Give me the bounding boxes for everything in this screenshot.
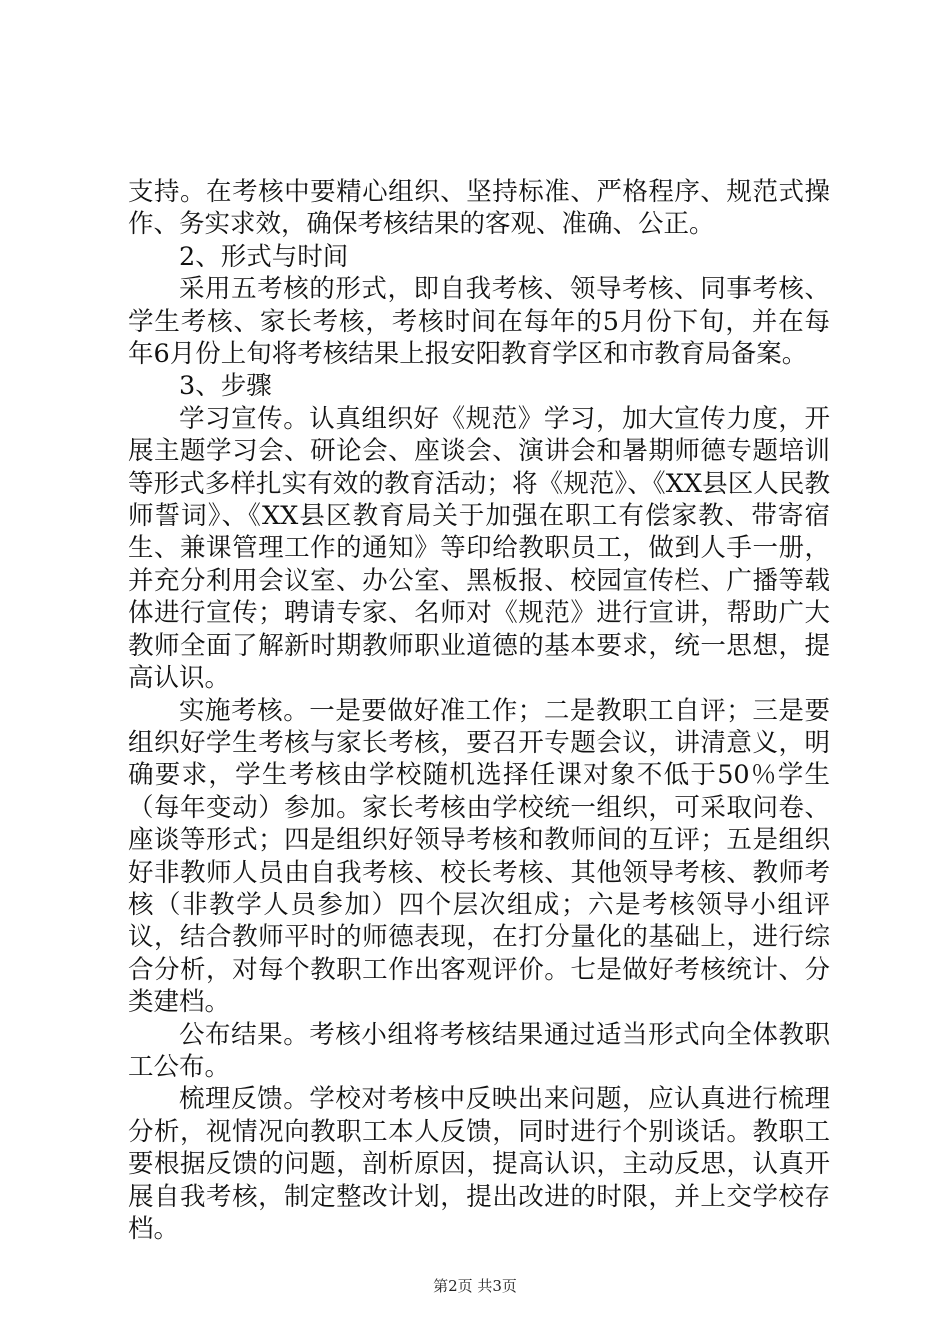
paragraph-feedback: 梳理反馈。学校对考核中反映出来问题，应认真进行梳理分析，视情况向教职工本人反馈，同时进行个别谈话。教职工要根据反馈的问题，剖析原因，提高认识，主动反思，认真开展自我考核，制定整改计划，提出改进的时限，并上交学校存档。 (128, 1084, 830, 1244)
paragraph-continuation: 支持。在考核中要精心组织、坚持标准、严格程序、规范式操作、务实求效，确保考核结果的客观、准确、公正。 (128, 177, 830, 240)
paragraph-study-publicity: 学习宣传。认真组织好《规范》学习，加大宣传力度，开展主题学习会、研论会、座谈会、演讲会和暑期师德专题培训等形式多样扎实有效的教育活动；将《规范》、《XX县区人民教师誓词》、《XX县区教育局关于加强在职工有偿家教、带寄宿生、兼课管理工作的通知》等印给教职员工，做到人手一册，并充分利用会议室、办公室、黑板报、校园宣传栏、广播等载体进行宣传；聘请专家、名师对《规范》进行宣讲，帮助广大教师全面了解新时期教师职业道德的基本要求，统一思想，提高认识。 (128, 403, 830, 694)
section-heading-steps: 3、步骤 (179, 371, 272, 402)
document-body (128, 176, 830, 1245)
paragraph-publish-results: 公布结果。考核小组将考核结果通过适当形式向全体教职工公布。 (128, 1019, 830, 1082)
paragraph-form-and-time: 采用五考核的形式，即自我考核、领导考核、同事考核、学生考核、家长考核，考核时间在每年的5月份下旬，并在每年6月份上旬将考核结果上报安阳教育学区和市教育局备案。 (128, 274, 830, 370)
paragraph-implement-assessment: 实施考核。一是要做好准工作；二是教职工自评；三是要组织好学生考核与家长考核，要召开专题会议，讲清意义，明确要求，学生考核由学校随机选择任课对象不低于50％学生（每年变动）参加。家长考核由学校统一组织，可采取问卷、座谈等形式；四是组织好领导考核和教师间的互评；五是组织好非教师人员由自我考核、校长考核、其他领导考核、教师考核（非教学人员参加）四个层次组成；六是考核领导小组评议，结合教师平时的师德表现，在打分量化的基础上，进行综合分析，对每个教职工作出客观评价。七是做好考核统计、分类建档。 (128, 695, 830, 1018)
section-heading-form-and-time: 2、形式与时间 (179, 241, 349, 272)
page-number-footer: 第2页 共3页 (433, 1277, 517, 1295)
